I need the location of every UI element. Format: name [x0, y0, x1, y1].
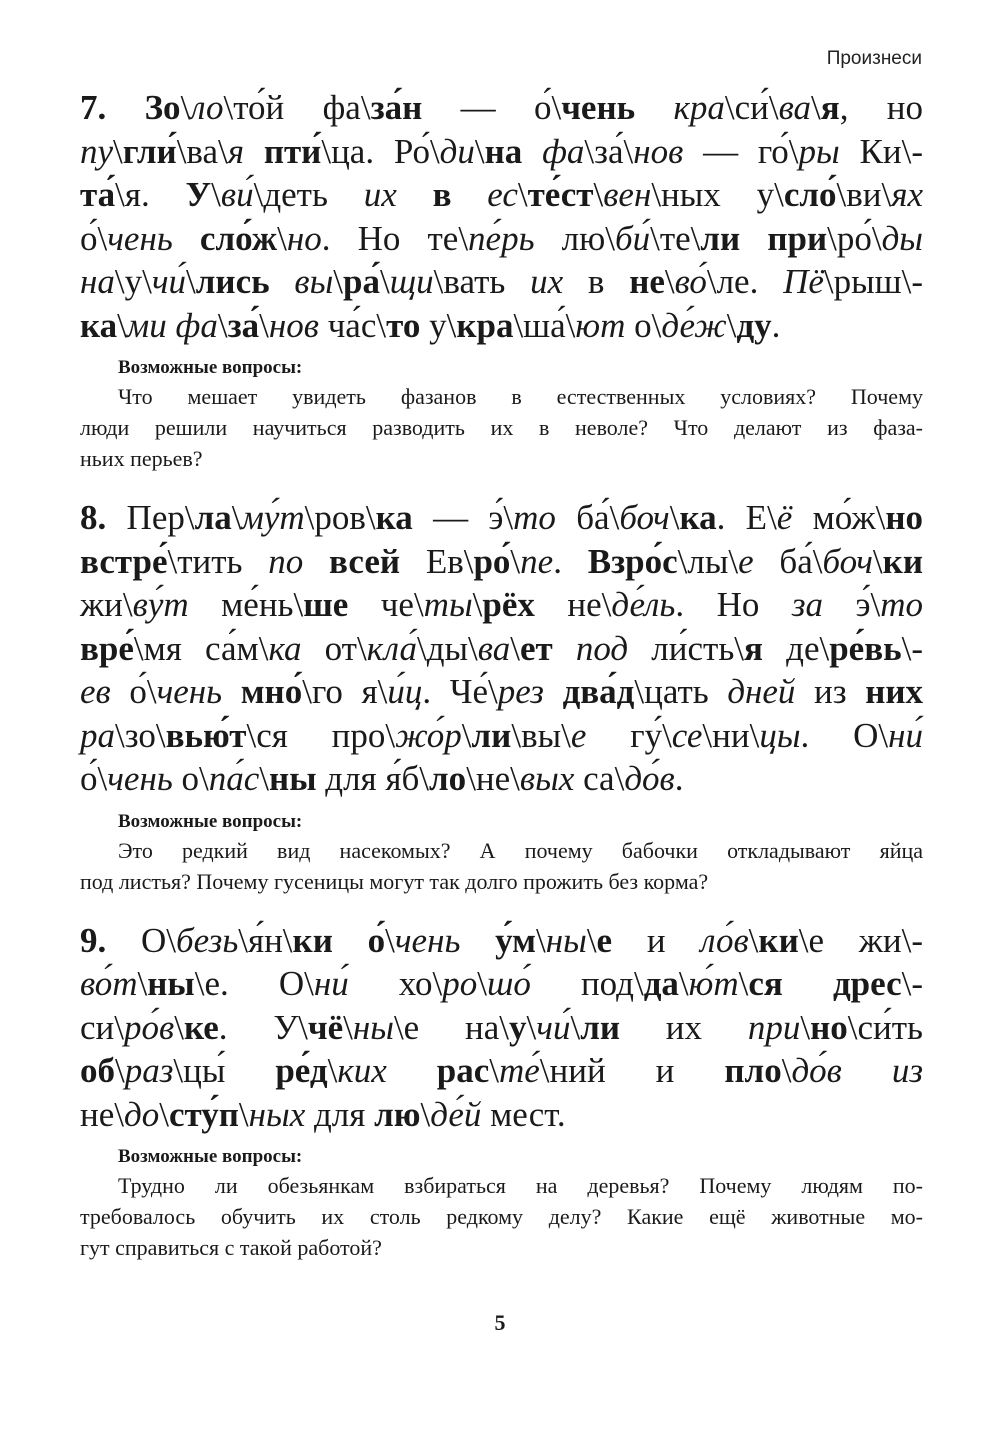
question-line: люди решили научиться разводить их в неволе? Что делают из фаза-	[80, 415, 923, 440]
question-line: ньих перьев?	[80, 446, 203, 471]
story-number: 7.	[80, 88, 107, 127]
question-line: Что мешает увидеть фазанов в естественных условиях? Почему	[118, 384, 923, 409]
story-text: 7. Зо\ло\то́й фа\за́н — о́\чень кра\си́\ва\я, но пу\гли́\ва\я пти́\ца. Ро́\ди\на фа\за́\нов — го́\ры Ки\- та́\я. У\ви́\деть их в ес\те́ст\вен\ных у\сло́\ви\ях о́\чень сло́ж\но. Но те\пе́рь лю\би́\те\ли при\ро́\ды на\у\чи́\лись вы\ра́\щи\вать их в не\во́\ле. Пё\рыш\- ка\ми фа\за́\нов ча́с\то у\кра\ша́\ют о\де́ж\ду.	[80, 88, 924, 345]
story-number: 9.	[80, 920, 107, 960]
question-line: под листья? Почему гусеницы могут так долго прожить без корма?	[80, 868, 709, 894]
question-line: гут справиться с такой работой?	[80, 1235, 382, 1260]
questions-text	[80, 835, 923, 897]
story-9	[80, 919, 923, 1264]
question-line: требовалось обучить их столь редкому делу? Какие ещё животные мо-	[80, 1204, 923, 1229]
page-number: 5	[494, 1310, 506, 1335]
question-line: Это редкий вид насекомых? А почему бабочки откладывают яйца	[118, 837, 923, 863]
story-number: 8.	[80, 498, 107, 537]
story-text: 9. О\безь\я́н\ки о́\чень у́м\ны\е и ло́в\ки\е жи\- во́т\ны\е. О\ни́ хо\ро\шо́ под\да\ю́т\ся дрес\- си\ро́в\ке. У\чё\ны\е на\у\чи́\ли их при\но\си́ть об\раз\цы́ ре́д\ких рас\те́\ний и пло\до́в из не\до\сту́п\ных для лю\де́й мест.	[80, 920, 924, 1134]
questions-heading: Возможные вопросы:	[118, 1146, 303, 1167]
page-content	[80, 86, 923, 1285]
questions-heading: Возможные вопросы:	[118, 357, 303, 378]
story-8	[80, 496, 923, 897]
story-text: 8. Пер\ла\му́т\ров\ка — э́\то ба́\боч\ка. Е\ё мо́ж\но встре́\тить по всей Ев\ро́\пе. Взро́с\лы\е ба́\боч\ки жи\ву́т ме́нь\ше че\ты\рёх не\де́ль. Но за э́\то вре́\мя са́м\ка от\кла́\ды\ва\ет под ли́сть\я де\ре́вь\- ев о́\чень мно́\го я\и́ц. Че́\рез два́д\цать дней из них ра\зо\вью́т\ся про\жо́р\ли\вы\е гу́\се\ни\цы. О\ни́ о́\чень о\па́с\ны для я́б\ло\не\вых са\до́в.	[80, 498, 924, 798]
questions-text	[80, 381, 923, 474]
questions-heading: Возможные вопросы:	[118, 810, 303, 832]
section-title: Произнеси	[826, 48, 922, 69]
story-7	[80, 86, 923, 474]
question-line: Трудно ли обезьянкам взбираться на деревья? Почему людям по-	[118, 1173, 923, 1198]
questions-text	[80, 1170, 923, 1263]
